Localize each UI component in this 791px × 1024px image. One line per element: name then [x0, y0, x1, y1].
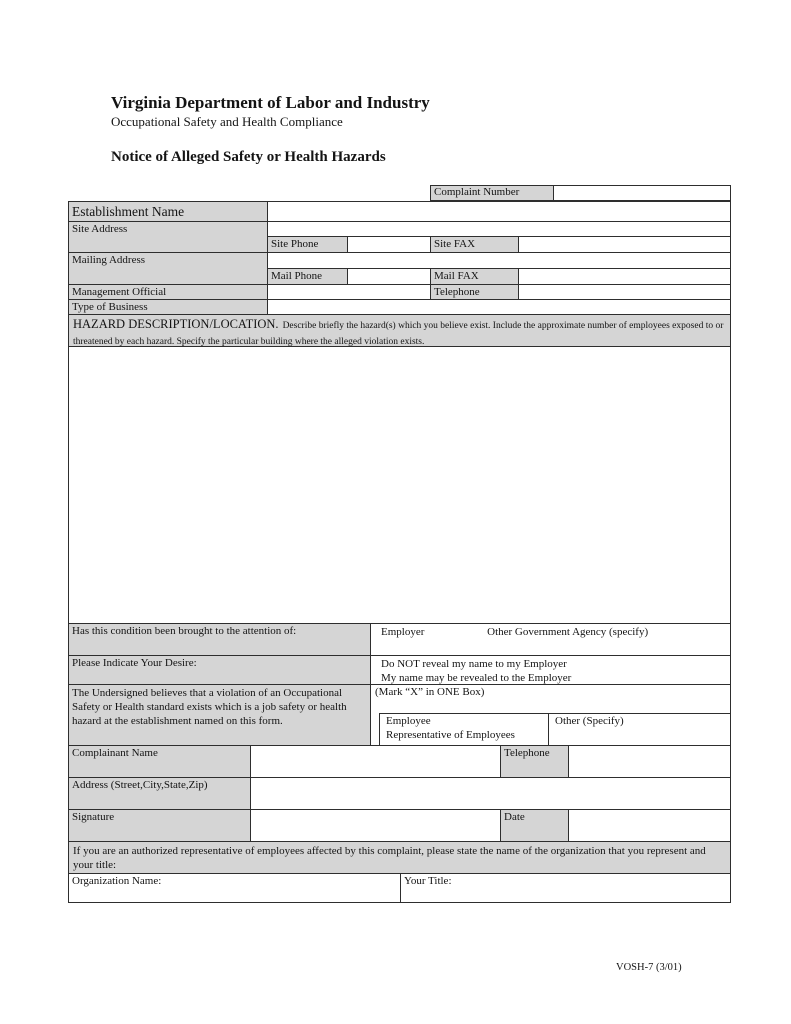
complainant-name-field[interactable]: [251, 746, 501, 777]
complainant-name-row: [69, 746, 730, 778]
form-table: [68, 201, 731, 903]
signature-label: Signature: [69, 810, 251, 841]
mailing-address-sub: [268, 253, 730, 284]
attention-options-cell[interactable]: [371, 624, 730, 655]
organization-name-cell[interactable]: [69, 874, 401, 902]
site-address-label: Site Address: [69, 222, 268, 252]
other-specify-cell[interactable]: [549, 714, 730, 745]
agency-title: Virginia Department of Labor and Industry: [111, 93, 430, 112]
organization-row: [69, 874, 730, 902]
complainant-address-label: Address (Street,City,State,Zip): [69, 778, 251, 809]
hazard-section-header: [69, 315, 730, 347]
desire-options-cell: [371, 656, 730, 684]
mail-phone-field[interactable]: [348, 269, 431, 285]
complainant-telephone-label: Telephone: [501, 746, 569, 777]
mark-x-instruction: (Mark “X” in ONE Box): [375, 686, 485, 698]
mailing-address-label: Mailing Address: [69, 253, 268, 284]
option-representative[interactable]: Representative of Employees: [386, 728, 515, 741]
mark-x-section: [371, 685, 730, 745]
management-official-label: Management Official: [69, 285, 268, 299]
undersigned-statement: The Undersigned believes that a violation of an Occupational Safety or Health standard exists which is a job safety or health hazard at the establishment named on this form.: [69, 685, 371, 745]
your-title-cell[interactable]: [401, 874, 730, 902]
complainant-telephone-field[interactable]: [569, 746, 730, 777]
hazard-heading: HAZARD DESCRIPTION/LOCATION.: [73, 317, 279, 331]
complainant-name-label: Complainant Name: [69, 746, 251, 777]
form-header: [111, 93, 430, 130]
form-number: VOSH-7 (3/01): [616, 962, 682, 973]
management-telephone-label: Telephone: [431, 285, 519, 299]
undersigned-row: [69, 685, 730, 746]
representative-note: If you are an authorized representative of employees affected by this complaint, please state the name of the organization that you represent and your title:: [73, 845, 706, 871]
mailing-address-row: [69, 253, 730, 285]
attention-option-other-agency[interactable]: Other Government Agency (specify): [487, 626, 649, 638]
complaint-number-box: [430, 185, 731, 201]
option-other-specify[interactable]: Other (Specify): [555, 715, 624, 727]
representative-note-row: [69, 842, 730, 874]
mail-fax-label: Mail FAX: [431, 269, 519, 285]
mailing-address-field[interactable]: [268, 253, 730, 268]
hazard-instructions: Describe briefly the hazard(s) which you believe exist. Include the approximate number of employees exposed to or threatened by each hazard. Specify the particular building where the alleged violation exists.: [73, 321, 724, 347]
attention-label: Has this condition been brought to the attention of:: [69, 624, 371, 655]
mark-x-boxes: [379, 713, 730, 745]
your-title-label: Your Title:: [404, 875, 452, 887]
signature-row: [69, 810, 730, 842]
form-title: Notice of Alleged Safety or Health Hazards: [111, 149, 386, 165]
management-telephone-field[interactable]: [519, 285, 730, 299]
mail-fax-field[interactable]: [519, 269, 730, 285]
date-field[interactable]: [569, 810, 730, 841]
desire-option-may-reveal[interactable]: My name may be revealed to the Employer: [381, 672, 572, 684]
site-fax-field[interactable]: [519, 237, 730, 253]
organization-name-label: Organization Name:: [72, 875, 162, 887]
desire-row: [69, 656, 730, 685]
site-phone-field[interactable]: [348, 237, 431, 253]
attention-option-employer[interactable]: Employer: [381, 626, 425, 638]
complainant-address-row: [69, 778, 730, 810]
desire-label: Please Indicate Your Desire:: [69, 656, 371, 684]
establishment-name-field[interactable]: [268, 202, 730, 221]
mail-phone-label: Mail Phone: [268, 269, 348, 285]
management-official-field[interactable]: [268, 285, 431, 299]
type-of-business-field[interactable]: [268, 300, 730, 314]
site-fax-label: Site FAX: [431, 237, 519, 253]
establishment-name-label: Establishment Name: [69, 202, 268, 221]
establishment-name-row: [69, 202, 730, 222]
complaint-number-field[interactable]: [554, 186, 730, 200]
complainant-address-field[interactable]: [251, 778, 730, 809]
option-employee[interactable]: Employee: [386, 715, 431, 727]
hazard-description-field[interactable]: [69, 347, 730, 623]
employee-options-cell[interactable]: [380, 714, 549, 745]
division-subtitle: Occupational Safety and Health Compliance: [111, 114, 343, 129]
site-address-field[interactable]: [268, 222, 730, 236]
attention-row: [69, 624, 730, 656]
desire-option-not-reveal[interactable]: Do NOT reveal my name to my Employer: [381, 658, 567, 670]
signature-field[interactable]: [251, 810, 501, 841]
site-address-row: [69, 222, 730, 253]
date-label: Date: [501, 810, 569, 841]
site-phone-label: Site Phone: [268, 237, 348, 253]
complaint-number-label: Complaint Number: [431, 186, 554, 200]
type-of-business-label: Type of Business: [69, 300, 268, 314]
site-address-sub: [268, 222, 730, 252]
hazard-description-row: [69, 347, 730, 624]
management-official-row: [69, 285, 730, 300]
type-of-business-row: [69, 300, 730, 315]
